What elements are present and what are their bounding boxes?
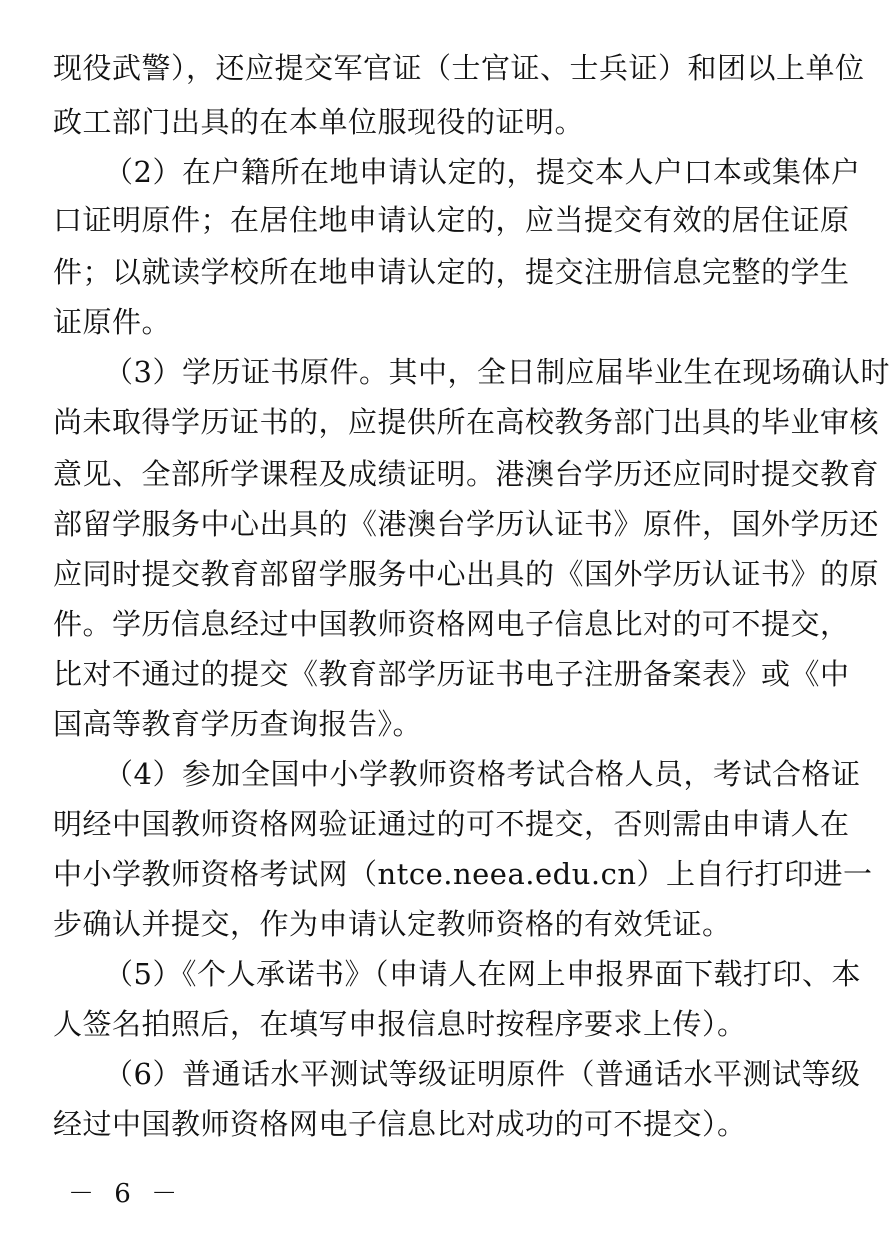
text-line: 应同时提交教育部留学服务中心出具的《国外学历认证书》的原: [53, 557, 880, 591]
text-line: 口证明原件；在居住地申请认定的，应当提交有效的居住证原: [53, 203, 850, 237]
text-line: 政工部门出具的在本单位服现役的证明。: [53, 105, 585, 139]
text-line: 证原件。: [53, 305, 172, 339]
text-line: （5）《个人承诺书》（申请人在网上申报界面下载打印、本: [104, 957, 861, 991]
text-line: （3）学历证书原件。其中，全日制应届毕业生在现场确认时: [104, 355, 890, 389]
text-line: 部留学服务中心出具的《港澳台学历认证书》原件，国外学历还: [53, 507, 880, 541]
text-line: 比对不通过的提交《教育部学历证书电子注册备案表》或《中: [53, 657, 850, 691]
text-line: 意见、全部所学课程及成绩证明。港澳台学历还应同时提交教育: [53, 457, 880, 491]
text-line: 件。学历信息经过中国教师资格网电子信息比对的可不提交，: [53, 607, 850, 641]
page-number: － 6 －: [68, 1179, 184, 1209]
text-line: 国高等教育学历查询报告》。: [53, 707, 423, 741]
text-line: 现役武警），还应提交军官证（士官证、士兵证）和团以上单位: [53, 51, 865, 85]
text-line: （6）普通话水平测试等级证明原件（普通话水平测试等级: [104, 1057, 861, 1091]
text-line: 人签名拍照后，在填写申报信息时按程序要求上传）。: [53, 1007, 747, 1041]
text-line: （4）参加全国中小学教师资格考试合格人员，考试合格证: [104, 757, 861, 791]
text-line: 中小学教师资格考试网（ntce.neea.edu.cn）上自行打印进一: [53, 857, 873, 891]
text-line: 明经中国教师资格网验证通过的可不提交，否则需由申请人在: [53, 807, 850, 841]
text-line: 件；以就读学校所在地申请认定的，提交注册信息完整的学生: [53, 255, 850, 289]
text-line: 经过中国教师资格网电子信息比对成功的可不提交）。: [53, 1107, 747, 1141]
text-line: （2）在户籍所在地申请认定的，提交本人户口本或集体户: [104, 155, 861, 189]
text-line: 步确认并提交，作为申请认定教师资格的有效凭证。: [53, 907, 732, 941]
text-line: 尚未取得学历证书的，应提供所在高校教务部门出具的毕业审核: [53, 405, 880, 439]
